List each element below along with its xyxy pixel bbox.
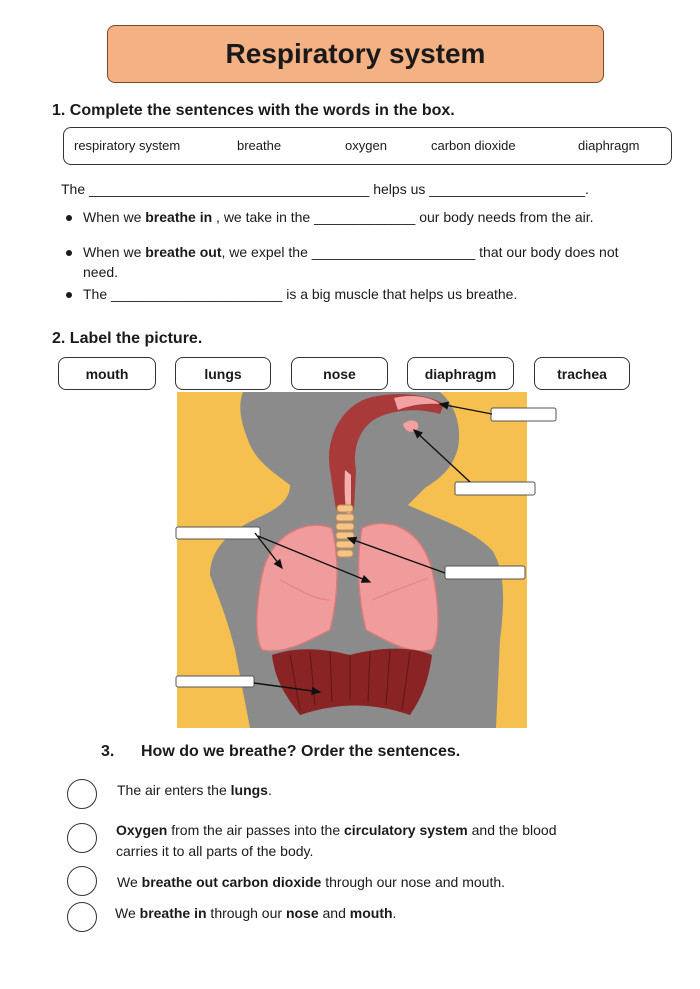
text: When we bbox=[83, 244, 146, 260]
sentence-1-middle: helps us bbox=[373, 181, 426, 197]
blank[interactable]: _____________ bbox=[314, 209, 416, 225]
text: . bbox=[392, 905, 397, 921]
text: is a big muscle that helps us breathe. bbox=[282, 286, 518, 302]
text: We bbox=[117, 874, 142, 890]
bold-text: Oxygen bbox=[116, 822, 168, 838]
text: . bbox=[267, 782, 272, 798]
text: from the air passes into the bbox=[167, 822, 344, 838]
order-circle-4[interactable] bbox=[67, 902, 97, 932]
blank-label-lungs[interactable] bbox=[176, 527, 260, 539]
blank-label-nose[interactable] bbox=[491, 408, 556, 421]
sentence-1-blank-2[interactable]: ____________________ bbox=[429, 181, 585, 197]
word-carbon-dioxide: carbon dioxide bbox=[431, 138, 516, 153]
text: through our nose and mouth. bbox=[321, 874, 506, 890]
order-sentence-1 bbox=[117, 780, 272, 801]
blank-label-trachea[interactable] bbox=[445, 566, 525, 579]
label-mouth[interactable]: mouth bbox=[58, 357, 156, 390]
label-trachea[interactable]: trachea bbox=[534, 357, 630, 390]
label-lungs[interactable]: lungs bbox=[175, 357, 271, 390]
text: and bbox=[318, 905, 350, 921]
blank[interactable]: _____________________ bbox=[311, 244, 476, 260]
sentence-1-blank-1[interactable]: ____________________________________ bbox=[89, 181, 370, 197]
word-respiratory-system: respiratory system bbox=[74, 138, 181, 153]
bold-text: circulatory system bbox=[344, 822, 468, 838]
order-sentence-3 bbox=[117, 872, 505, 893]
diaphragm-muscle bbox=[272, 649, 432, 715]
bold-text: nose bbox=[285, 905, 319, 921]
bold-text: breathe in bbox=[145, 209, 213, 225]
sentence-1-start: The bbox=[61, 181, 86, 197]
section-3-heading: How do we breathe? Order the sentences. bbox=[141, 743, 461, 760]
text: through our bbox=[206, 905, 286, 921]
bold-text: breathe out bbox=[145, 244, 222, 260]
text: When we bbox=[83, 209, 146, 225]
bold-text: lungs bbox=[230, 782, 268, 798]
order-circle-1[interactable] bbox=[67, 779, 97, 809]
label-nose[interactable]: nose bbox=[291, 357, 388, 390]
text: our body needs from the air. bbox=[415, 209, 594, 225]
order-circle-3[interactable] bbox=[67, 866, 97, 896]
section-1-heading: 1. Complete the sentences with the words in the box. bbox=[52, 102, 455, 119]
order-sentence-4 bbox=[115, 903, 396, 924]
section-2-heading: 2. Label the picture. bbox=[52, 330, 203, 347]
bold-text: breathe in bbox=[139, 905, 207, 921]
blank-label-mouth[interactable] bbox=[455, 482, 535, 495]
sentence-breathe-out-cont: need. bbox=[83, 264, 119, 280]
word-breathe: breathe bbox=[237, 138, 282, 153]
sentence-1-end: . bbox=[585, 181, 589, 197]
word-oxygen: oxygen bbox=[345, 138, 387, 153]
text: carries it to all parts of the body. bbox=[116, 843, 314, 859]
text: and the blood bbox=[467, 822, 557, 838]
text: , we take in the bbox=[212, 209, 315, 225]
label-diaphragm[interactable]: diaphragm bbox=[407, 357, 514, 390]
text: We bbox=[115, 905, 140, 921]
text: that our body does not bbox=[475, 244, 619, 260]
bold-text: breathe out carbon dioxide bbox=[141, 874, 322, 890]
section-3-number: 3. bbox=[101, 743, 115, 760]
word-diaphragm: diaphragm bbox=[578, 138, 640, 153]
text: , we expel the bbox=[221, 244, 312, 260]
text: The air enters the bbox=[117, 782, 231, 798]
blank-label-diaphragm[interactable] bbox=[176, 676, 254, 687]
blank[interactable]: ______________________ bbox=[111, 286, 283, 302]
page-title: Respiratory system bbox=[225, 38, 486, 69]
bold-text: mouth bbox=[349, 905, 393, 921]
order-circle-2[interactable] bbox=[67, 823, 97, 853]
order-sentence-2 bbox=[116, 820, 676, 862]
text: The bbox=[83, 286, 112, 302]
